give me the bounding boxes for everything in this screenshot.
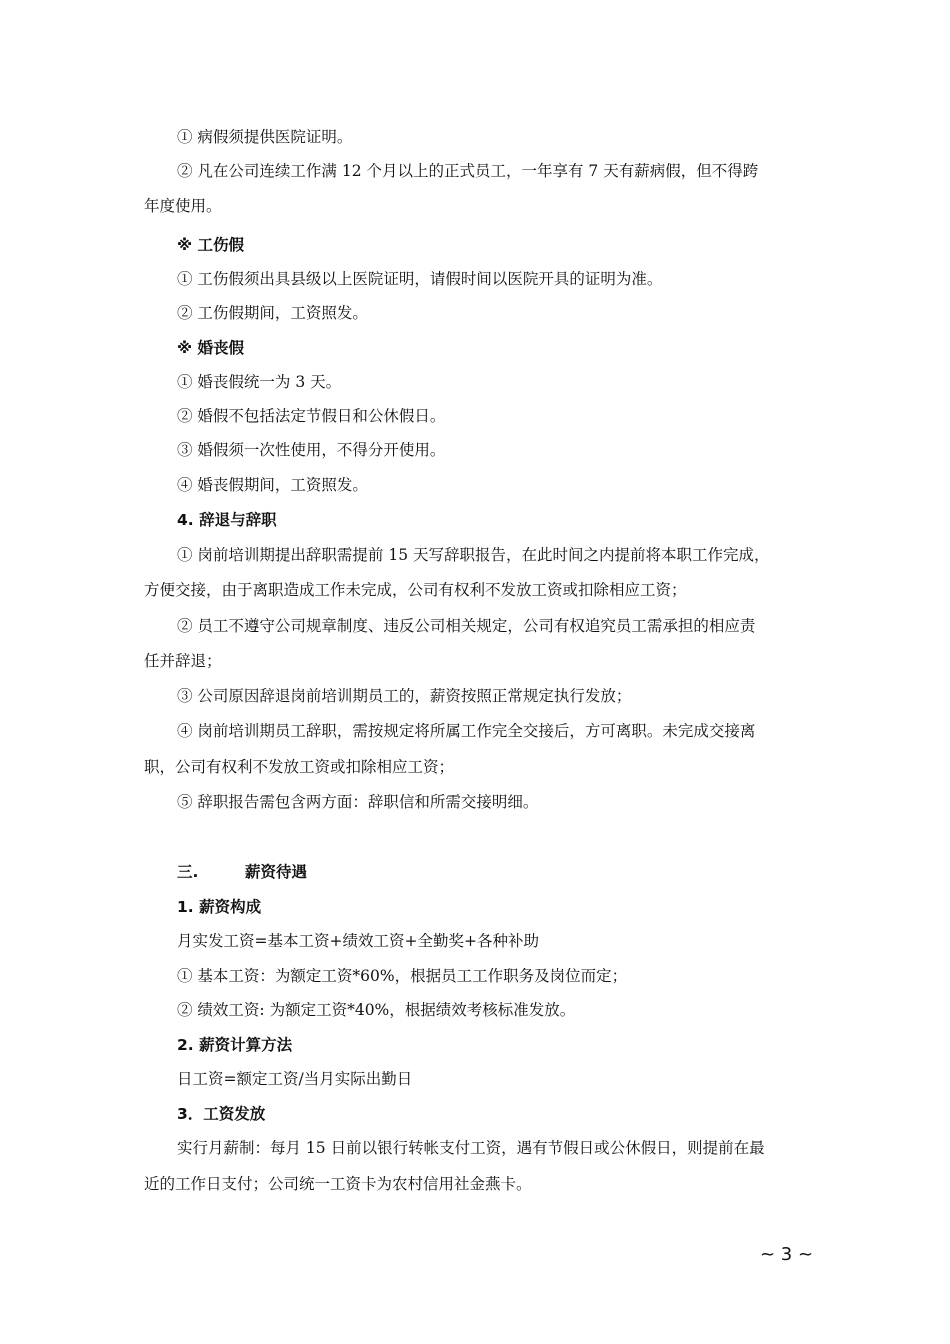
paragraph-line: 月实发工资=基本工资+绩效工资+全勤奖+各种补助 (177, 932, 539, 950)
paragraph-line: 职，公司有权利不发放工资或扣除相应工资； (144, 758, 455, 776)
section-heading: 3．工资发放 (177, 1105, 266, 1123)
paragraph-line: ⑤ 辞职报告需包含两方面：辞职信和所需交接明细。 (177, 793, 539, 811)
section-heading: 2. 薪资计算方法 (177, 1036, 293, 1054)
paragraph-line: 近的工作日支付；公司统一工资卡为农村信用社金燕卡。 (144, 1175, 532, 1193)
paragraph-line: 实行月薪制：每月 15 日前以银行转帐支付工资，遇有节假日或公休假日，则提前在最 (177, 1139, 765, 1157)
paragraph-line: ④ 岗前培训期员工辞职，需按规定将所属工作完全交接后，方可离职。未完成交接离 (177, 722, 756, 740)
section-heading: ※ 婚丧假 (177, 339, 244, 357)
paragraph-line: ③ 婚假须一次性使用，不得分开使用。 (177, 441, 446, 459)
paragraph-line: ② 工伤假期间，工资照发。 (177, 304, 368, 322)
paragraph-line: 日工资=额定工资/当月实际出勤日 (177, 1070, 413, 1088)
section-heading: ※ 工伤假 (177, 236, 244, 254)
page-number: ~ 3 ~ (760, 1244, 814, 1265)
paragraph-line: ③ 公司原因辞退岗前培训期员工的，薪资按照正常规定执行发放； (177, 687, 632, 705)
paragraph-line: ① 病假须提供医院证明。 (177, 128, 353, 146)
paragraph-line: ① 婚丧假统一为 3 天。 (177, 373, 342, 391)
paragraph-line: ④ 婚丧假期间，工资照发。 (177, 476, 368, 494)
paragraph-line: ② 员工不遵守公司规章制度、违反公司相关规定，公司有权追究员工需承担的相应责 (177, 617, 756, 635)
paragraph-line: 年度使用。 (144, 197, 222, 215)
chapter-number: 三. (177, 863, 199, 881)
paragraph-line: ② 凡在公司连续工作满 12 个月以上的正式员工，一年享有 7 天有薪病假，但不得跨 (177, 162, 759, 180)
paragraph-line: ① 工伤假须出具县级以上医院证明，请假时间以医院开具的证明为准。 (177, 270, 663, 288)
section-heading: 4. 辞退与辞职 (177, 511, 277, 529)
paragraph-line: 任并辞退； (144, 652, 222, 670)
paragraph-line: ① 基本工资：为额定工资*60%，根据员工工作职务及岗位而定； (177, 967, 628, 985)
paragraph-line: ① 岗前培训期提出辞职需提前 15 天写辞职报告，在此时间之内提前将本职工作完成， (177, 546, 770, 564)
paragraph-line: ② 绩效工资: 为额定工资*40%，根据绩效考核标准发放。 (177, 1001, 576, 1019)
section-heading: 1. 薪资构成 (177, 898, 262, 916)
paragraph-line: 方便交接，由于离职造成工作未完成，公司有权利不发放工资或扣除相应工资； (144, 581, 687, 599)
paragraph-line: ② 婚假不包括法定节假日和公休假日。 (177, 407, 446, 425)
chapter-title: 薪资待遇 (245, 863, 308, 881)
